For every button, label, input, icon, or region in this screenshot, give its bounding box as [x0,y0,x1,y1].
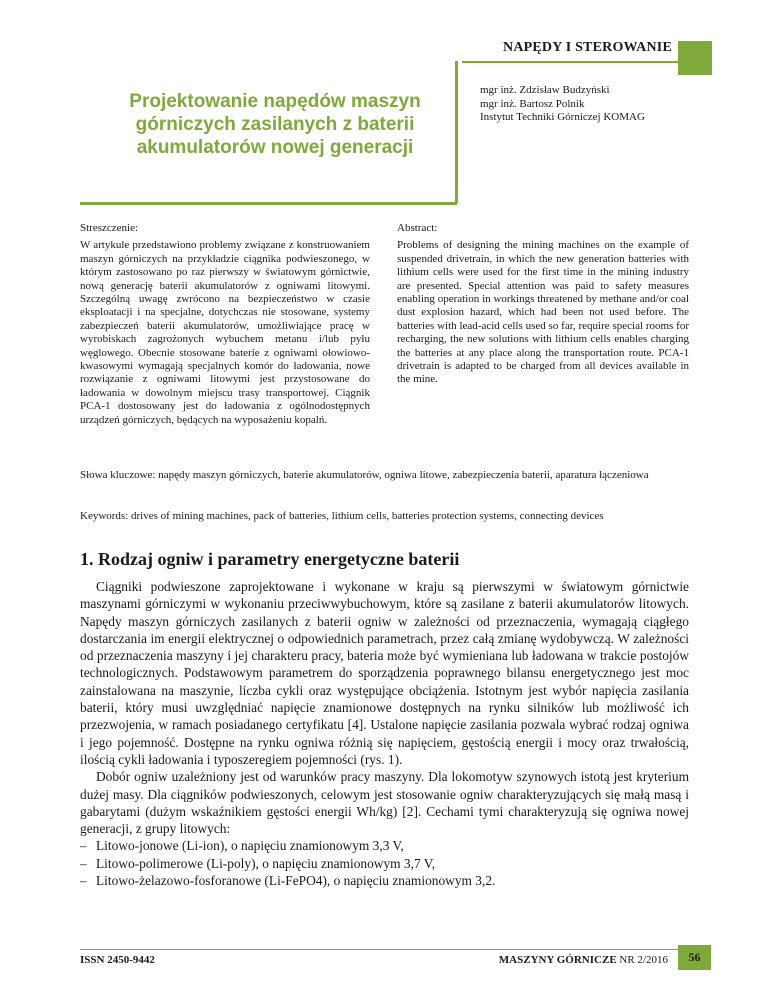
list-item: – Litowo-żelazowo-fosforanowe (Li-FePO4), o napięciu znamionowym 3,2. [80,873,496,889]
author-1: mgr inż. Zdzisław Budzyński [480,84,610,96]
keywords-polish: Słowa kluczowe: napędy maszyn górniczych, baterie akumulatorów, ogniwa litowe, zabezpieczenia baterii, aparatura łączeniowa [80,469,649,481]
abstract-text: Problems of designing the mining machines on the example of suspended drivetrain, in which the new generation batteries with lithium cells were used for the first time in the mining industry are presented. Special attention was paid to safety measures enabling operation in workings threatened by methane and/or coal dust explosion hazard, which had been not used before. The batteries with lead-acid cells used so far, require special rooms for recharging, the new solutions with lithium cells enables charging the batteries at any place along the transportation route. PCA-1 drivetrain is adapted to be charged from all devices available in the mine. [397,239,689,386]
page-number: 56 [678,945,711,970]
footer-issn: ISSN 2450-9442 [80,954,155,966]
title-vertical-rule [455,61,458,203]
header-accent-square [678,41,712,75]
article-title: Projektowanie napędów maszyn górniczych zasilanych z baterii akumulatorów nowej generacji [129,91,421,158]
journal-name: MASZYNY GÓRNICZE [498,954,617,966]
paragraph: Ciągniki podwieszone zaprojektowane i wykonane w kraju są pierwszymi w światowym górnictwie maszynami górniczymi w wykonaniu przeciwwybuchowym, które są zasilane z baterii akumulatorów litowych. Napędy maszyn górniczych zasilanych z baterii ogniw w zależności od przeznaczenia, wymagają ciągłego dostarczania im energii elektrycznej o odpowiednich parametrach, przez całą zmianę wydobywczą. W zależności od przeznaczenia maszyny i jej charakteru pracy, bateria może być wymieniana lub ładowana w trakcie postojów technologicznych. Podstawowym parametrem do sporządzenia poprawnego bilansu energetycznego jest moc zainstalowana na maszynie, liczba cykli oraz występujące obciążenia. Istotnym jest wybór napięcia zasilania baterii, który musi uwzględniać napięcie znamionowe dostępnych na rynku silników lub możliwość ich przezwojenia, w ramach posiadanego certyfikatu [4]. Ustalone napięcie zasilania pozwala wybrać rodzaj ogniwa i jego pojemność. Dostępne na rynku ogniwa różnią się napięciem, gęstością energii i mocy oraz trwałością, ilością cykli ładowania i typoszeregiem pojemności (rys. 1). [80,579,689,767]
streszczenie-label: Streszczenie: [80,222,139,234]
streszczenie-text: W artykule przedstawiono problemy związane z konstruowaniem maszyn górniczych na przykładzie ciągnika podwieszonego, w którym zastosowano po raz pierwszy w światowym górnictwie, nową generację baterii akumulatorów z ogniwami litowymi. Szczególną uwagę zwrócono na bezpieczeństwo w czasie eksploatacji i na specjalne, dotychczas nie stosowane, systemy zabezpieczeń baterii akumulatorów, umożliwiające pracę w wyrobiskach zagrożonych wybuchem metanu i/lub pyłu węglowego. Obecnie stosowane baterie z ogniwami ołowiowo-kwasowymi wymagają specjalnych komór do ładowania, nowe rozwiązanie z ogniwami litowymi jest przystosowane do ładowania w dowolnym miejscu trasy transportowej. Ciągnik PCA-1 dostosowany jest do ładowania z ogólnodostępnych urządzeń górniczych, będących na wyposażeniu kopalń. [80,239,370,426]
cell-type-list [80,837,689,889]
body-text [80,578,689,889]
abstract-label: Abstract: [397,222,438,234]
list-item: – Litowo-polimerowe (Li-poly), o napięciu znamionowym 3,7 V, [80,855,436,871]
author-2: mgr inż. Bartosz Polnik [480,97,585,110]
list-item: – Litowo-jonowe (Li-ion), o napięciu znamionowym 3,3 V, [80,838,404,854]
journal-section-header: NAPĘDY I STEROWANIE [503,40,672,55]
footer-journal [499,954,668,966]
author-affiliation: Instytut Techniki Górniczej KOMAG [480,111,645,123]
streszczenie-column [80,222,370,427]
header-rule [462,61,678,63]
abstract-column [397,222,689,387]
paragraph: Dobór ogniw uzależniony jest od warunków pracy maszyny. Dla lokomotyw szynowych istotą jest kryterium dużej masy. Dla ciągników podwieszonych, celowym jest stosowanie ogniw charakteryzujących się małą masą i gabarytami (dużym wskaźnikiem gęstości energii Wh/kg) [2]. Cechami tymi charakteryzują się ogniwa nowej generacji, z grupy litowych: [80,769,689,837]
title-horizontal-rule [80,202,457,205]
footer-rule [80,949,678,950]
journal-issue: NR 2/2016 [619,954,668,966]
keywords-english: Keywords: drives of mining machines, pack of batteries, lithium cells, batteries protection systems, connecting devices [80,510,604,522]
authors-block [480,84,645,125]
section-heading: 1. Rodzaj ogniw i parametry energetyczne baterii [80,549,460,569]
